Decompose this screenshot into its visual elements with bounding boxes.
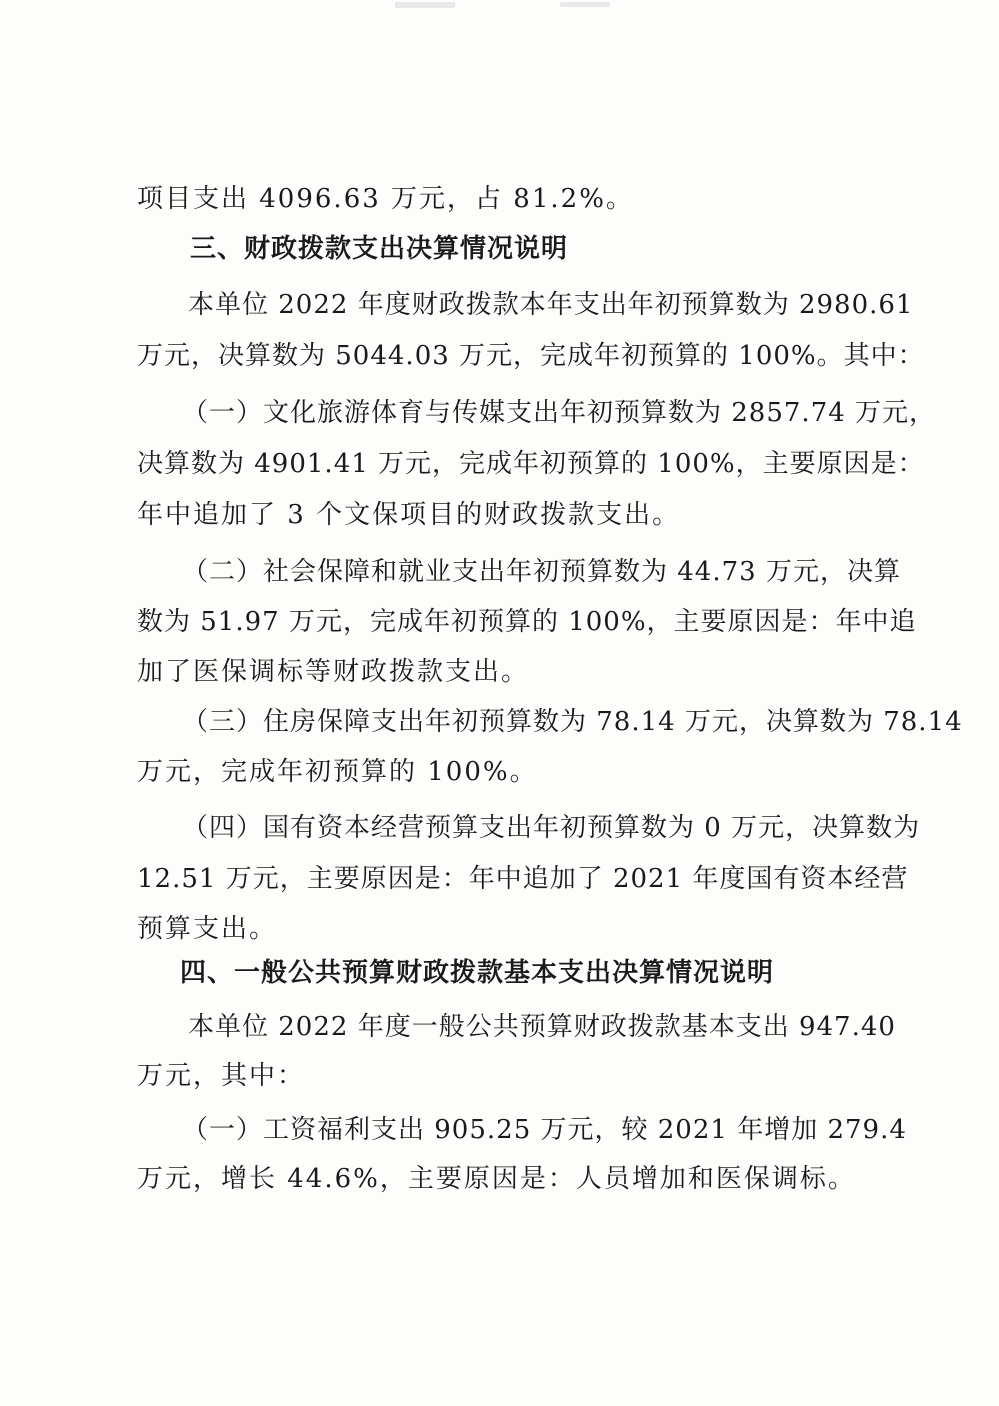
paragraph-line: 12.51 万元，主要原因是：年中追加了 2021 年度国有资本经营 — [137, 864, 909, 894]
paragraph-line: （三）住房保障支出年初预算数为 78.14 万元，决算数为 78.14 — [182, 707, 963, 737]
paragraph-line: （一）文化旅游体育与传媒支出年初预算数为 2857.74 万元， — [182, 398, 937, 428]
paragraph-line: 万元，增长 44.6%，主要原因是：人员增加和医保调标。 — [137, 1164, 856, 1194]
paragraph-line: 万元，其中： — [137, 1061, 306, 1091]
paragraph-line: 决算数为 4901.41 万元，完成年初预算的 100%，主要原因是： — [137, 449, 925, 479]
section-heading: 三、财政拨款支出决算情况说明 — [190, 234, 569, 264]
paragraph-line: （二）社会保障和就业支出年初预算数为 44.73 万元，决算 — [182, 557, 901, 587]
paragraph-line: 年中追加了 3 个文保项目的财政拨款支出。 — [137, 500, 681, 530]
paragraph-line: 数为 51.97 万元，完成年初预算的 100%，主要原因是：年中追 — [137, 607, 917, 637]
scan-artifact — [560, 2, 610, 7]
section-heading: 四、一般公共预算财政拨款基本支出决算情况说明 — [180, 958, 775, 988]
paragraph-line: 本单位 2022 年度财政拨款本年支出年初预算数为 2980.61 — [188, 290, 914, 320]
paragraph-line: （四）国有资本经营预算支出年初预算数为 0 万元，决算数为 — [182, 813, 921, 843]
paragraph-line: 预算支出。 — [137, 914, 278, 944]
scan-artifact — [395, 2, 455, 8]
paragraph-line: 万元，决算数为 5044.03 万元，完成年初预算的 100%。其中： — [137, 341, 925, 371]
paragraph-line: 加了医保调标等财政拨款支出。 — [137, 657, 530, 687]
paragraph-line: （一）工资福利支出 905.25 万元，较 2021 年增加 279.4 — [182, 1115, 907, 1145]
paragraph-line: 万元，完成年初预算的 100%。 — [137, 757, 538, 787]
paragraph-line: 项目支出 4096.63 万元，占 81.2%。 — [137, 184, 634, 214]
paragraph-line: 本单位 2022 年度一般公共预算财政拨款基本支出 947.40 — [188, 1012, 896, 1042]
